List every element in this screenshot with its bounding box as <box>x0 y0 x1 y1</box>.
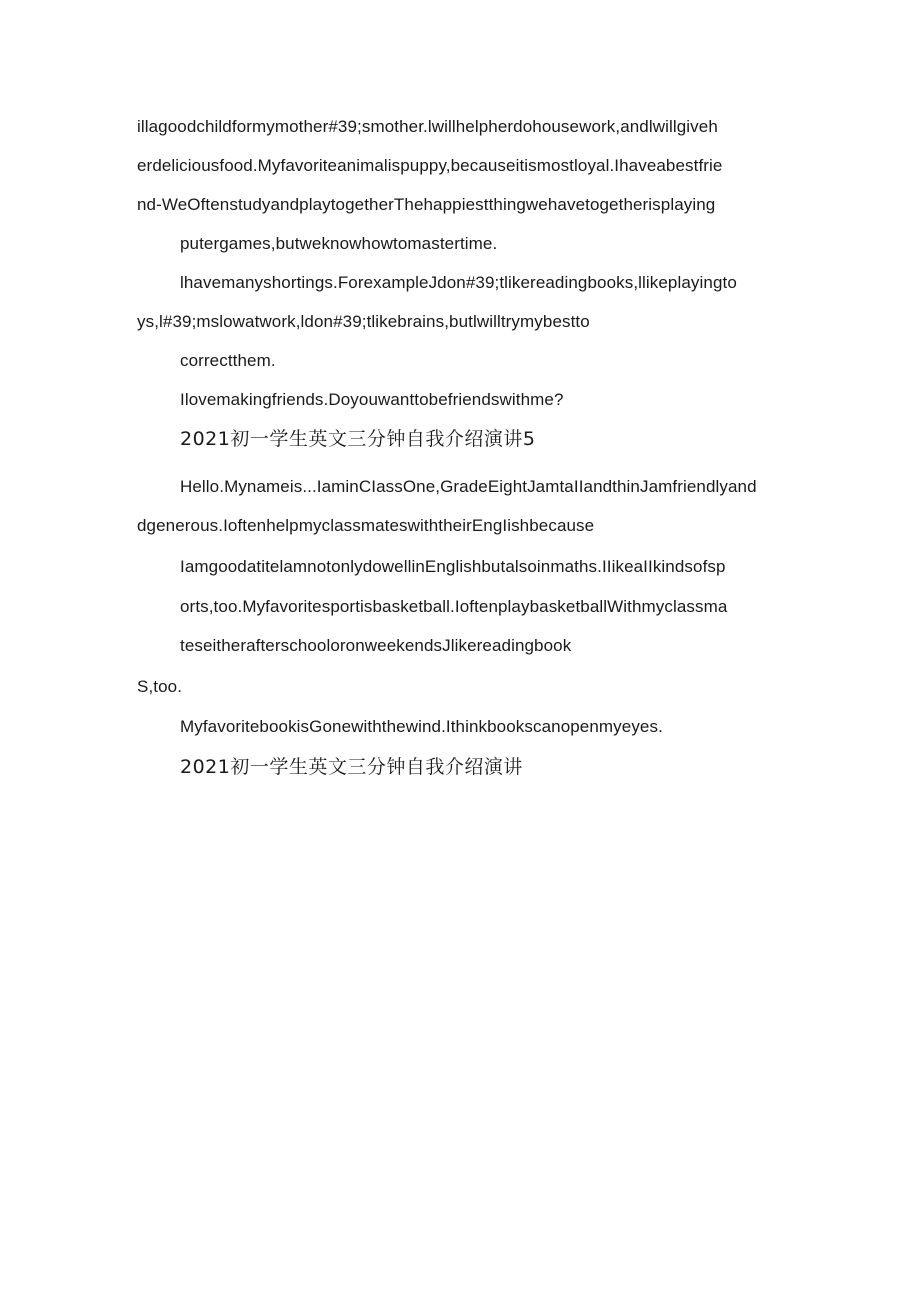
paragraph-line: erdeliciousfood.Myfavoriteanimalispuppy,becauseitismostloyal.Ihaveabestfrie <box>137 156 723 175</box>
paragraph-line: nd-WeOftenstudyandplaytogetherThehappiestthingwehavetogetherisplaying <box>137 195 716 214</box>
paragraph-line: putergames,butweknowhowtomastertime. <box>180 234 498 253</box>
paragraph-line: MyfavoritebookisGonewiththewind.Ithinkbookscanopenmyeyes. <box>180 717 663 736</box>
paragraph-line: lhavemanyshortings.ForexampleJdon#39;tlikereadingbooks,llikeplayingto <box>180 273 737 292</box>
section-heading: 2021初一学生英文三分钟自我介绍演讲 <box>180 756 523 778</box>
paragraph-line: ys,l#39;mslowatwork,ldon#39;tlikebrains,butlwilltrymybestto <box>137 312 590 331</box>
paragraph-line: dgenerous.IoftenhelpmyclassmateswiththeirEngIishbecause <box>137 516 595 535</box>
paragraph-line: IamgoodatitelamnotonlydowellinEnglishbutalsoinmaths.IIikeaIIkindsofsp <box>180 557 726 576</box>
paragraph-line: orts,too.Myfavoritesportisbasketball.IoftenplaybasketballWithmyclassma <box>180 597 728 616</box>
paragraph-line: illagoodchildformymother#39;smother.lwillhelpherdohousework,andlwillgiveh <box>137 117 718 136</box>
paragraph-line: Hello.Mynameis...IaminCIassOne,GradeEightJamtaIIandthinJamfriendlyand <box>180 477 757 496</box>
paragraph-line: correctthem. <box>180 351 276 370</box>
paragraph-line: Ilovemakingfriends.Doyouwanttobefriendswithme? <box>180 390 564 409</box>
section-heading: 2021初一学生英文三分钟自我介绍演讲5 <box>180 428 536 450</box>
paragraph-line: teseitherafterschooloronweekendsJlikereadingbook <box>180 636 572 655</box>
paragraph-line: S,too. <box>137 677 183 696</box>
